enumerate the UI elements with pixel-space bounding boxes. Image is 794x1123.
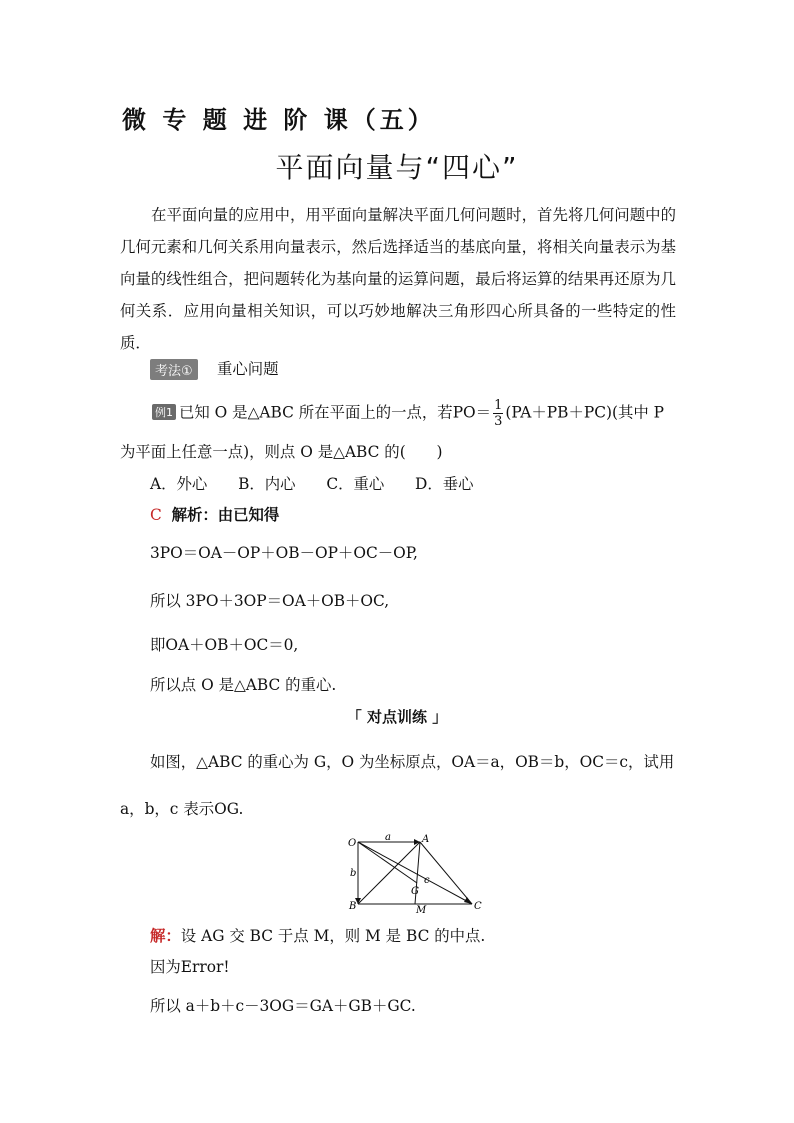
label-vec-b: b [350, 868, 357, 879]
series-title: 微 专 题 进 阶 课（五） [122, 106, 436, 134]
intro-paragraph: 在平面向量的应用中，用平面向量解决平面几何问题时，首先将几何问题中的几何元素和几何关系用向量表示，然后选择适当的基底向量，将相关向量表示为基向量的线性组合，把问题转化为基向量的运算问题，最后将运算的结果再还原为几何关系．应用向量相关知识，可以巧妙地解决三角形四心所具备的一些特定的性质． [120, 206, 676, 352]
solution-line-3: 所以 a＋b＋c－3OG＝GA＋GB＋GC. [150, 997, 416, 1015]
training-problem-line-2: a，b，c 表示OG. [120, 800, 244, 818]
example-tag: 例1 [152, 404, 176, 420]
label-a: A [422, 834, 430, 845]
triangle-diagram [330, 832, 490, 914]
step-4: 所以点 O 是△ABC 的重心. [150, 676, 337, 694]
analysis-label: 解析：由已知得 [171, 506, 280, 524]
analysis-line [150, 503, 279, 525]
solution-text-1: 设 AG 交 BC 于点 M，则 M 是 BC 的中点. [180, 927, 486, 945]
example-stem-b: (PA＋PB＋PC)(其中 P [505, 403, 665, 422]
method-tag: 考法① [150, 359, 198, 380]
step-3: 即OA＋OB＋OC＝0, [150, 636, 299, 654]
page-title: 平面向量与“四心” [275, 151, 519, 184]
solution-label: 解： [150, 927, 181, 945]
example-stem-a: 已知 O 是△ABC 所在平面上的一点，若 [179, 403, 453, 422]
step-2: 所以 3PO＋3OP＝OA＋OB＋OC, [150, 592, 390, 610]
solution-line-2: 因为Error! [150, 958, 230, 976]
fraction [493, 398, 503, 429]
label-c: C [474, 901, 482, 912]
arrow-c [464, 897, 472, 904]
arrow-a [414, 839, 420, 845]
fraction-numerator: 1 [494, 398, 503, 413]
segment-og [358, 842, 417, 883]
example-eq: PO＝ [452, 403, 492, 422]
label-o: O [348, 838, 357, 849]
example-line-2: 为平面上任意一点)，则点 O 是△ABC 的( ) [120, 443, 443, 461]
label-g: G [411, 886, 419, 897]
answer-letter: C [150, 506, 162, 524]
label-b: B [349, 901, 357, 912]
method-title: 重心问题 [217, 360, 279, 378]
label-vec-a: a [385, 832, 391, 843]
example-options: A．外心 B．内心 C．重心 D．垂心 [150, 475, 474, 493]
step-1: 3PO＝OA－OP＋OB－OP＋OC－OP, [150, 544, 418, 562]
label-m: M [416, 905, 427, 914]
solution-line-1 [150, 924, 485, 946]
training-problem-line-1: 如图，△ABC 的重心为 G，O 为坐标原点，OA＝a，OB＝b，OC＝c，试用 [150, 753, 675, 771]
segment-ac [420, 842, 472, 904]
training-title: 「 对点训练 」 [346, 708, 448, 726]
label-vec-c: c [424, 875, 430, 886]
example-line-1 [150, 398, 664, 429]
fraction-denominator: 3 [494, 414, 503, 429]
